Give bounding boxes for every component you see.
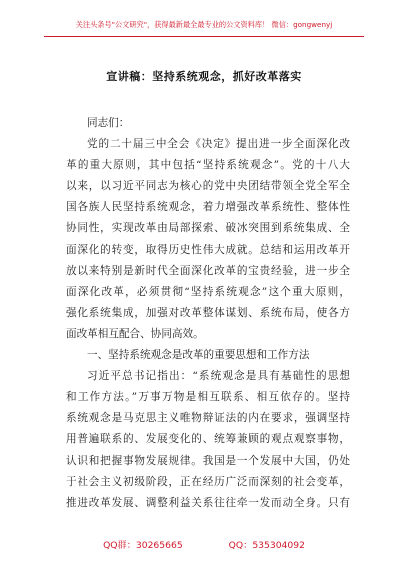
body-line: 协同性，实现改革由局部探索、破冰突围到系统集成、全 — [66, 222, 350, 235]
section-heading: 一、坚持系统观念是改革的重要思想和工作方法 — [87, 349, 310, 362]
body-line: 革的重大原则，其中包括“坚持系统观念”。党的十八大 — [66, 159, 350, 172]
body-line: 放以来特别是新时代全面深化改革的宝贵经验，进一步全 — [66, 264, 350, 277]
footer-contacts — [0, 537, 408, 551]
body-line: 面深化的转变，取得历史性伟大成就。总结和运用改革开 — [66, 243, 350, 256]
document-body — [66, 113, 350, 514]
document-title: 宣讲稿：坚持系统观念，抓好改革落实 — [106, 70, 302, 83]
header-divider — [44, 36, 364, 37]
body-line: 面深化改革，必须贯彻“坚持系统观念”这个重大原则， — [66, 285, 350, 298]
header-note: 关注头条号"公文研究"，获得最新最全最专业的公文资料库！ 微信：gongwenyj — [75, 20, 333, 29]
body-line: 和工作方法。”万事万物是相互联系、相互依存的。坚持 — [66, 391, 350, 404]
body-line: 推进改革发展、调整利益关系往往牵一发而动全身。只有 — [66, 496, 350, 509]
body-line: 认识和把握事物发展规律。我国是一个发展中大国，仍处 — [66, 454, 350, 467]
body-line: 党的二十届三中全会《决定》提出进一步全面深化改 — [87, 138, 350, 151]
body-line: 用普遍联系的、发展变化的、统筹兼顾的观点观察事物， — [66, 433, 350, 446]
qq-group-number: QQ群：30265665 — [103, 540, 183, 551]
body-line: 国各族人民坚持系统观念，着力增强改革系统性、整体性 — [66, 201, 350, 214]
body-line: 习近平总书记指出：“系统观念是具有基础性的思想 — [87, 370, 350, 383]
qq-number: QQ：535304092 — [228, 540, 305, 551]
body-line: 于社会主义初级阶段，正在经历广泛而深刻的社会变革， — [66, 475, 350, 488]
salutation: 同志们： — [87, 117, 130, 129]
body-line: 强化系统集成，加强对改革整体谋划、系统布局，使各方 — [66, 306, 350, 319]
body-line: 以来，以习近平同志为核心的党中央团结带领全党全军全 — [66, 180, 350, 193]
body-line: 面改革相互配合、协同高效。 — [66, 327, 204, 340]
body-line: 系统观念是马克思主义唯物辩证法的内在要求，强调坚持 — [66, 412, 350, 425]
